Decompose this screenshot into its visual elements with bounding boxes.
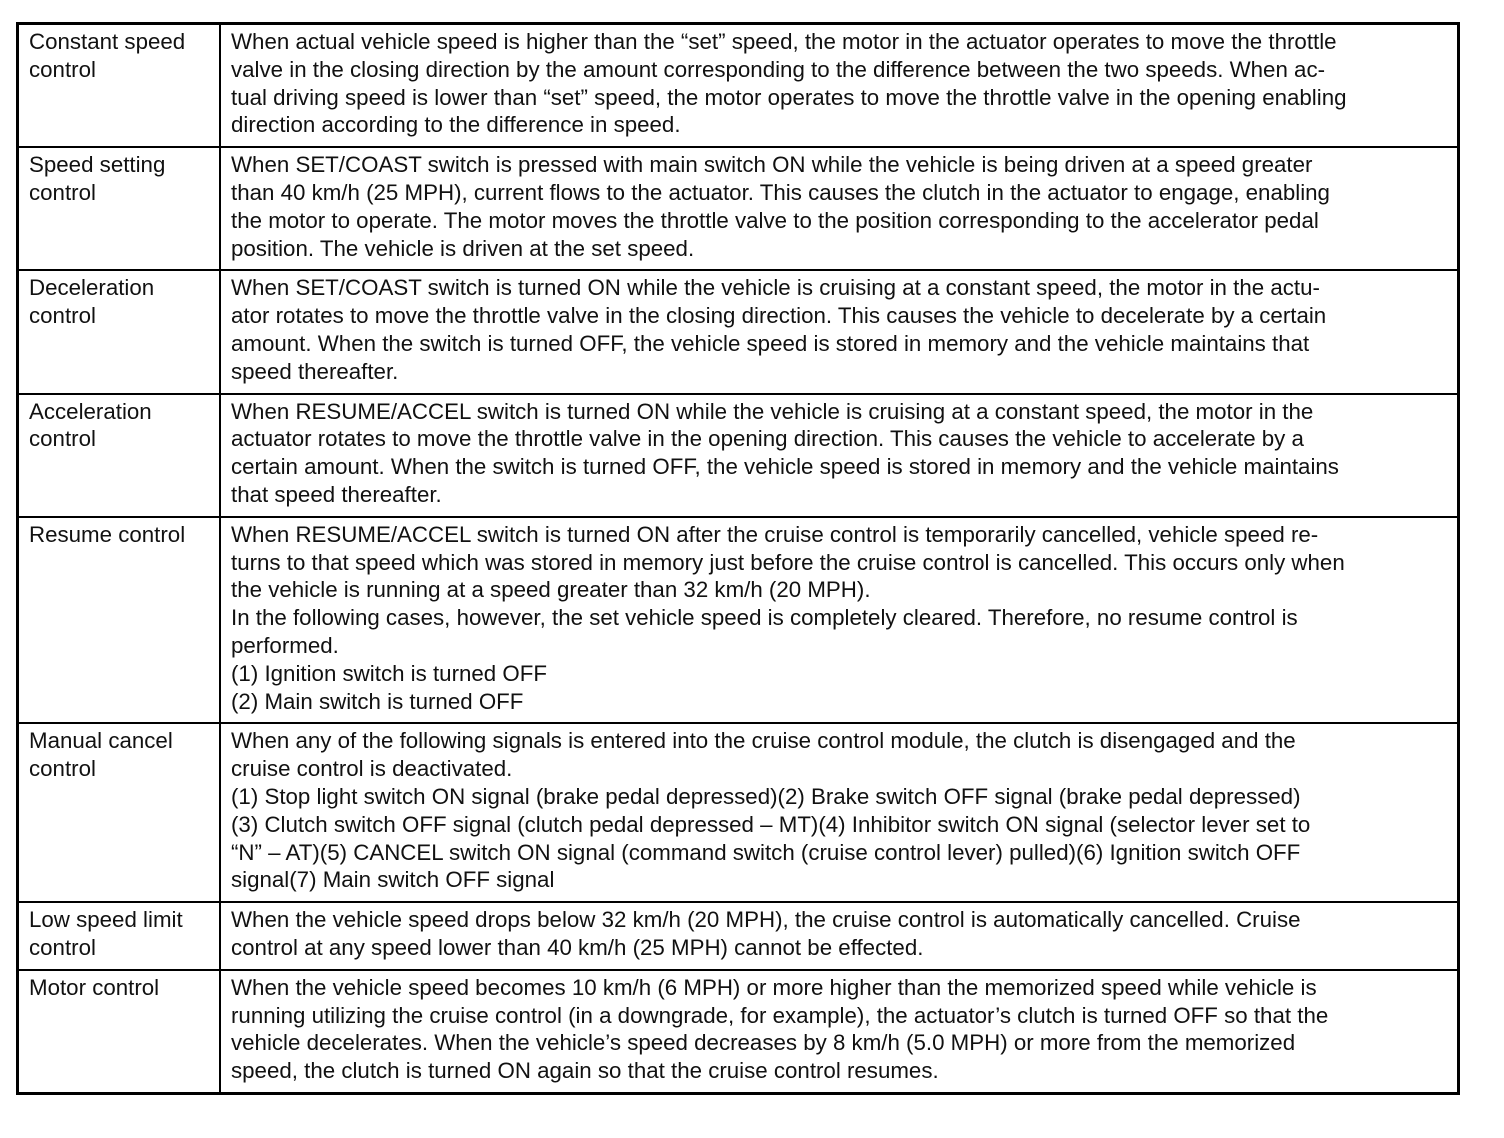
description-line: performed.: [231, 632, 339, 658]
function-description: [220, 24, 1459, 148]
description-line: (1) Stop light switch ON signal (brake pedal depressed)(2) Brake switch OFF signal (brake pedal depressed): [231, 783, 1301, 809]
function-description: [220, 970, 1459, 1094]
table-row: [18, 394, 1459, 517]
label-line: control: [29, 56, 96, 82]
function-description: [220, 394, 1459, 517]
function-label: [18, 147, 221, 270]
description-line: the motor to operate. The motor moves the throttle valve to the position corresponding to the accelerator pedal: [231, 207, 1319, 233]
description-line: When the vehicle speed drops below 32 km/h (20 MPH), the cruise control is automatically cancelled. Cruise: [231, 907, 1301, 933]
table-row: [18, 970, 1459, 1094]
description-line: vehicle decelerates. When the vehicle’s speed decreases by 8 km/h (5.0 MPH) or more from the memorized: [231, 1030, 1296, 1056]
label-line: Deceleration: [29, 275, 155, 301]
table-row: [18, 902, 1459, 970]
label-line: control: [29, 934, 96, 960]
description-line: (1) Ignition switch is turned OFF: [231, 660, 547, 686]
description-line: When any of the following signals is entered into the cruise control module, the clutch is disengaged and the: [231, 728, 1296, 754]
description-line: When SET/COAST switch is pressed with main switch ON while the vehicle is being driven at a speed greater: [231, 152, 1313, 178]
description-line: turns to that speed which was stored in memory just before the cruise control is cancelled. This occurs only when: [231, 549, 1345, 575]
description-line: position. The vehicle is driven at the set speed.: [231, 235, 695, 261]
description-line: signal(7) Main switch OFF signal: [231, 867, 555, 893]
description-line: amount. When the switch is turned OFF, the vehicle speed is stored in memory and the vehicle maintains that: [231, 330, 1310, 356]
table-row: [18, 24, 1459, 148]
function-description: [220, 902, 1459, 970]
label-line: Acceleration: [29, 398, 152, 424]
function-label: [18, 723, 221, 902]
description-line: running utilizing the cruise control (in a downgrade, for example), the actuator’s clutch is turned OFF so that the: [231, 1002, 1329, 1028]
description-line: When RESUME/ACCEL switch is turned ON while the vehicle is cruising at a constant speed, the motor in the: [231, 398, 1314, 424]
description-line: cruise control is deactivated.: [231, 756, 513, 782]
label-line: Speed setting: [29, 152, 166, 178]
label-line: Low speed limit: [29, 907, 183, 933]
description-line: When SET/COAST switch is turned ON while the vehicle is cruising at a constant speed, the motor in the actu-: [231, 275, 1320, 301]
function-label: [18, 970, 221, 1094]
function-description: [220, 270, 1459, 393]
description-line: control at any speed lower than 40 km/h (25 MPH) cannot be effected.: [231, 934, 924, 960]
function-description: [220, 147, 1459, 270]
description-line: When actual vehicle speed is higher than the “set” speed, the motor in the actuator operates to move the throttle: [231, 29, 1337, 54]
label-line: control: [29, 303, 96, 329]
cruise-control-functions-table: [16, 22, 1460, 1095]
table-row: [18, 270, 1459, 393]
function-description: [220, 723, 1459, 902]
description-line: speed, the clutch is turned ON again so that the cruise control resumes.: [231, 1058, 939, 1084]
label-line: control: [29, 179, 96, 205]
description-line: When RESUME/ACCEL switch is turned ON after the cruise control is temporarily cancelled, vehicle speed re-: [231, 521, 1319, 547]
function-label: [18, 902, 221, 970]
description-line: actuator rotates to move the throttle valve in the opening direction. This causes the vehicle to accelerate by a: [231, 426, 1304, 452]
label-line: Resume control: [29, 521, 186, 547]
description-line: “N” – AT)(5) CANCEL switch ON signal (command switch (cruise control lever) pulled)(6) Ignition switch OFF: [231, 839, 1301, 865]
description-line: speed thereafter.: [231, 358, 399, 384]
table-row: [18, 723, 1459, 902]
function-description: [220, 517, 1459, 724]
description-line: ator rotates to move the throttle valve in the closing direction. This causes the vehicle to decelerate by a certain: [231, 303, 1327, 329]
description-line: When the vehicle speed becomes 10 km/h (6 MPH) or more higher than the memorized speed while vehicle is: [231, 974, 1317, 1000]
function-label: [18, 394, 221, 517]
description-line: certain amount. When the switch is turned OFF, the vehicle speed is stored in memory and the vehicle maintains: [231, 454, 1339, 480]
description-line: direction according to the difference in speed.: [231, 112, 681, 138]
label-line: Constant speed: [29, 29, 186, 54]
description-line: that speed thereafter.: [231, 481, 442, 507]
table-row: [18, 147, 1459, 270]
description-line: than 40 km/h (25 MPH), current flows to the actuator. This causes the clutch in the actuator to engage, enabling: [231, 179, 1330, 205]
label-line: control: [29, 756, 96, 782]
description-line: In the following cases, however, the set vehicle speed is completely cleared. Therefore, no resume control is: [231, 605, 1298, 631]
description-line: the vehicle is running at a speed greater than 32 km/h (20 MPH).: [231, 577, 871, 603]
function-label: [18, 24, 221, 148]
description-line: (2) Main switch is turned OFF: [231, 688, 524, 714]
label-line: Motor control: [29, 974, 160, 1000]
description-line: tual driving speed is lower than “set” speed, the motor operates to move the throttle valve in the opening enabling: [231, 84, 1347, 110]
label-line: Manual cancel: [29, 728, 173, 754]
description-line: (3) Clutch switch OFF signal (clutch pedal depressed – MT)(4) Inhibitor switch ON signal (selector lever set to: [231, 811, 1311, 837]
table-row: [18, 517, 1459, 724]
function-label: [18, 517, 221, 724]
label-line: control: [29, 426, 96, 452]
description-line: valve in the closing direction by the amount corresponding to the difference between the two speeds. When ac-: [231, 56, 1326, 82]
function-label: [18, 270, 221, 393]
